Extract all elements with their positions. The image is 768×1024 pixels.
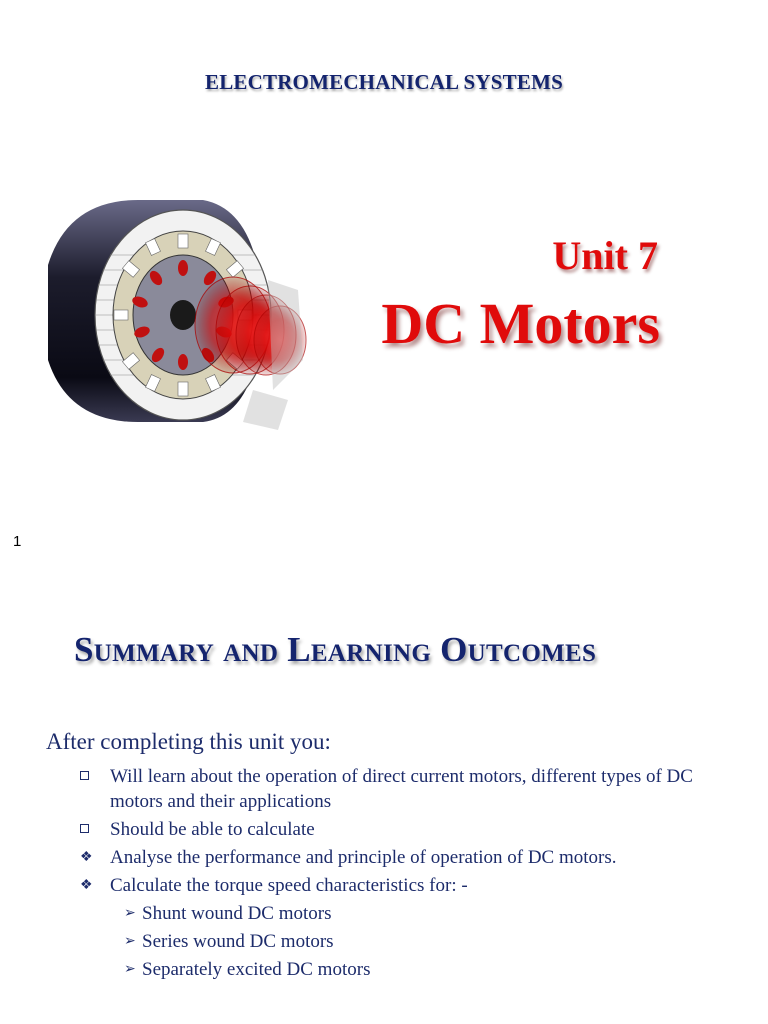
list-item [0,929,768,954]
summary-slide [0,572,768,1024]
diamond-bullet-icon: ❖ [80,878,93,893]
list-item-text: Calculate the torque speed characteristics for: - [110,875,468,896]
arrowhead-bullet-icon: ➢ [124,934,136,949]
course-title: ELECTROMECHANICAL SYSTEMS [205,70,563,94]
list-item [0,957,768,982]
learning-outcomes-list [0,764,768,985]
list-item [0,764,768,814]
list-item [0,873,768,898]
square-bullet-icon [80,817,89,842]
list-item-text: Separately excited DC motors [142,959,371,980]
list-item-text: Should be able to calculate [110,819,315,840]
main-title: DC Motors [381,291,660,356]
summary-title: Summary and Learning Outcomes [74,630,597,669]
list-item-text: Will learn about the operation of direct current motors, different types of DC motors and their applications [110,766,693,812]
page-number: 1 [13,533,22,550]
arrowhead-bullet-icon: ➢ [124,962,136,977]
list-item-text: Analyse the performance and principle of operation of DC motors. [110,847,617,868]
list-item [0,901,768,926]
diamond-bullet-icon: ❖ [80,850,93,865]
list-item-text: Shunt wound DC motors [142,903,332,924]
dc-motor-cutaway-icon [28,190,328,440]
square-bullet-icon [80,764,89,789]
intro-text: After completing this unit you: [46,729,331,754]
list-item [0,845,768,870]
list-item-text: Series wound DC motors [142,931,334,952]
arrowhead-bullet-icon: ➢ [124,906,136,921]
unit-label: Unit 7 [552,233,658,278]
list-item [0,817,768,842]
